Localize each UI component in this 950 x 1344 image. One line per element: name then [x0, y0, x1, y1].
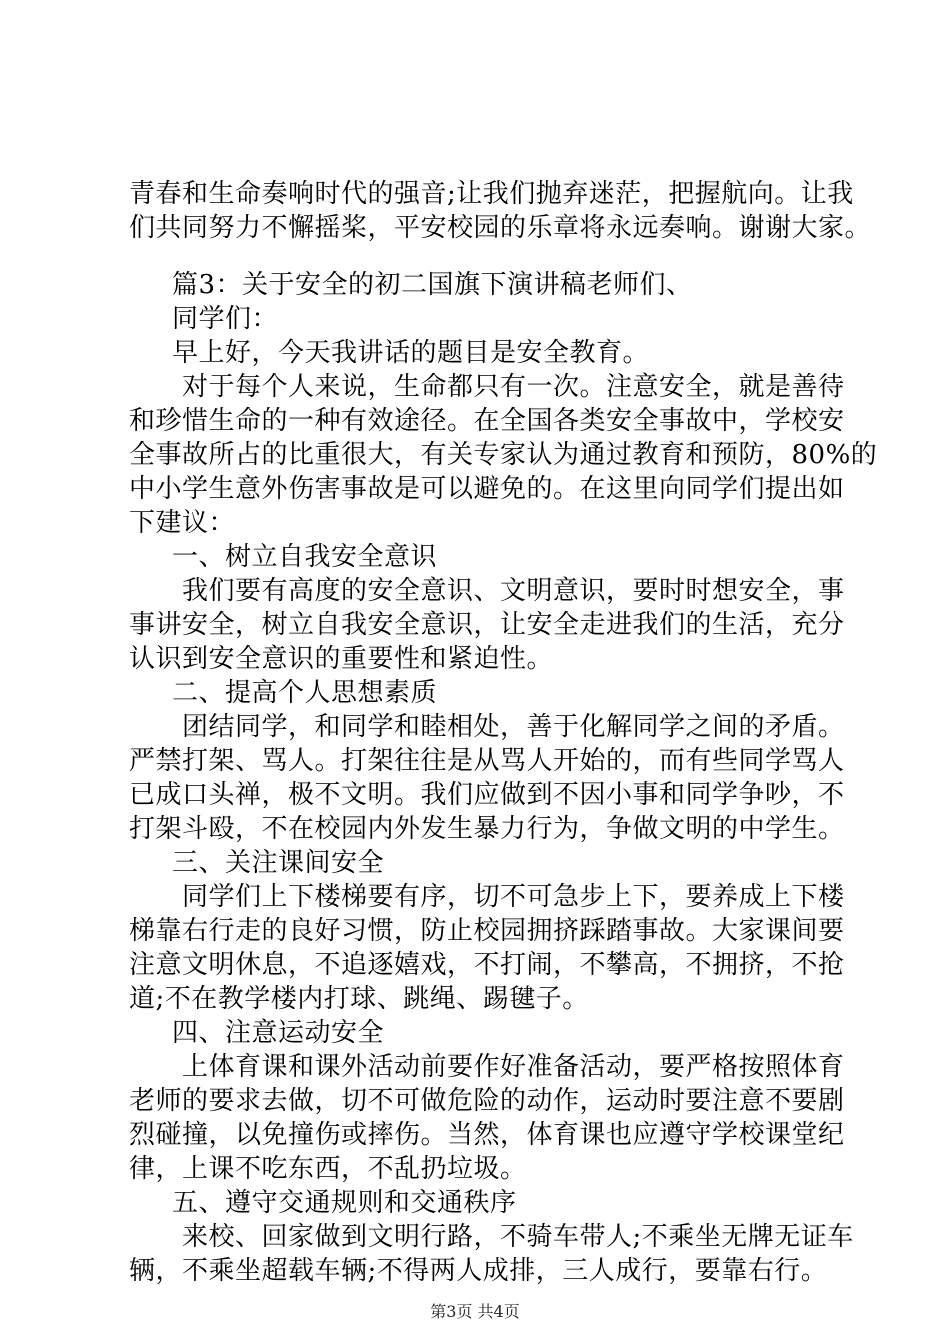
body-text-line: 下建议：	[129, 508, 236, 538]
body-text-line: 们共同努力不懈摇桨，平安校园的乐章将永远奏响。谢谢大家。	[129, 213, 872, 243]
greeting: 早上好，今天我讲话的题目是安全教育。	[172, 338, 650, 368]
body-text-line: 对于每个人来说，生命都只有一次。注意安全，就是善待	[182, 372, 845, 402]
body-text-line: 认识到安全意识的重要性和紧迫性。	[129, 644, 554, 674]
body-text-line: 上体育课和课外活动前要作好准备活动，要严格按照体育	[182, 1052, 845, 1082]
salutation: 同学们：	[172, 304, 279, 334]
body-text-line: 注意文明休息，不追逐嬉戏，不打闹，不攀高，不拥挤，不抢	[129, 950, 845, 980]
page-footer: 第3页 共4页	[430, 1302, 520, 1321]
body-text-line: 已成口头禅，极不文明。我们应做到不因小事和同学争吵，不	[129, 780, 845, 810]
subheading: 二、提高个人思想素质	[172, 678, 438, 708]
body-text-line: 同学们上下楼梯要有序，切不可急步上下，要养成上下楼	[182, 882, 845, 912]
body-text-line: 律，上课不吃东西，不乱扔垃圾。	[129, 1154, 527, 1184]
body-text-line: 严禁打架、骂人。打架往往是从骂人开始的，而有些同学骂人	[129, 746, 845, 776]
body-text-line: 梯靠右行走的良好习惯，防止校园拥挤踩踏事故。大家课间要	[129, 916, 845, 946]
body-text-line: 辆，不乘坐超载车辆;不得两人成排，三人成行，要靠右行。	[129, 1256, 828, 1286]
subheading: 三、关注课间安全	[172, 848, 385, 878]
body-text-line: 团结同学，和同学和睦相处，善于化解同学之间的矛盾。	[182, 712, 845, 742]
body-text-line: 和珍惜生命的一种有效途径。在全国各类安全事故中，学校安	[129, 406, 845, 436]
body-text-line: 烈碰撞，以免撞伤或摔伤。当然，体育课也应遵守学校课堂纪	[129, 1120, 845, 1150]
body-text-line: 全事故所占的比重很大，有关专家认为通过教育和预防，80%的	[129, 440, 878, 470]
body-text-line: 我们要有高度的安全意识、文明意识，要时时想安全，事	[182, 576, 845, 606]
body-text-line: 来校、回家做到文明行路，不骑车带人;不乘坐无牌无证车	[182, 1222, 854, 1252]
body-text-line: 道;不在教学楼内打球、跳绳、踢毽子。	[129, 984, 589, 1014]
subheading: 四、注意运动安全	[172, 1018, 385, 1048]
body-text-line: 事讲安全，树立自我安全意识，让安全走进我们的生活，充分	[129, 610, 845, 640]
subheading: 五、遵守交通规则和交通秩序	[172, 1188, 517, 1218]
section-heading: 篇3：关于安全的初二国旗下演讲稿老师们、	[172, 270, 693, 300]
body-text-line: 中小学生意外伤害事故是可以避免的。在这里向同学们提出如	[129, 474, 845, 504]
subheading: 一、树立自我安全意识	[172, 542, 438, 572]
body-text-line: 老师的要求去做，切不可做危险的动作，运动时要注意不要剧	[129, 1086, 845, 1116]
body-text-line: 打架斗殴，不在校园内外发生暴力行为，争做文明的中学生。	[129, 814, 845, 844]
body-text-line: 青春和生命奏响时代的强音;让我们抛弃迷茫，把握航向。让我	[129, 179, 854, 209]
